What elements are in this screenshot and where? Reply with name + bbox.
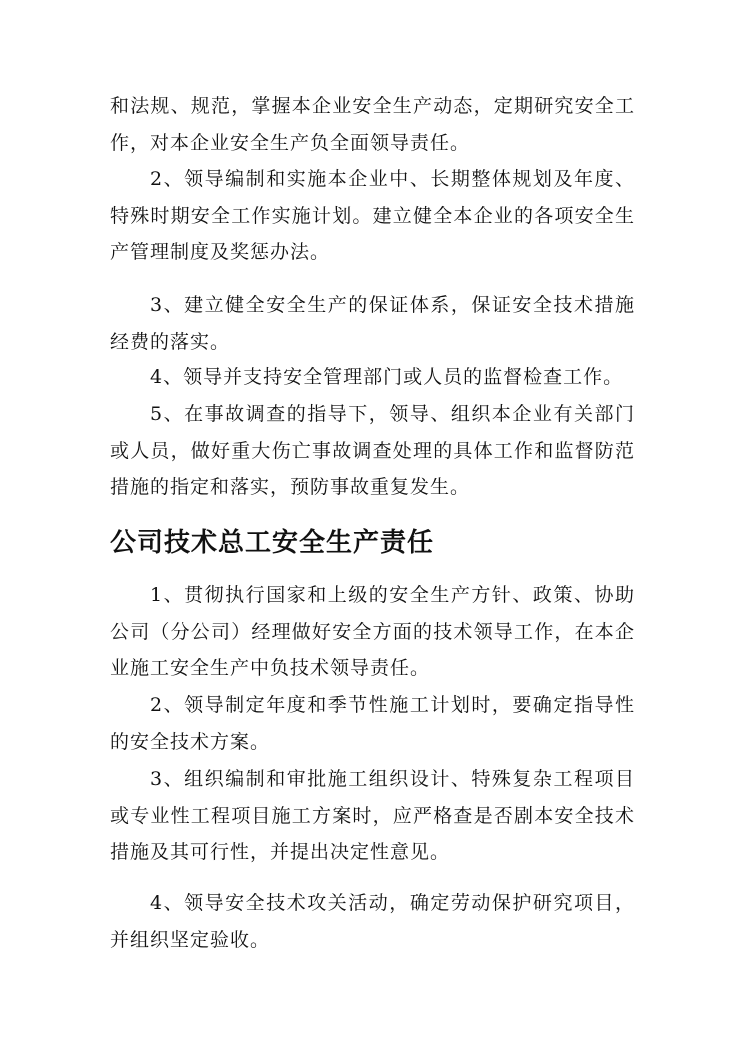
paragraph-continuation: 和法规、规范，掌握本企业安全生产动态，定期研究安全工作，对本企业安全生产负全面领导责任。 [110,95,635,154]
paragraph-tech-item-2: 2、领导制定年度和季节性施工计划时，要确定指导性的安全技术方案。 [110,694,635,753]
section-heading: 公司技术总工安全生产责任 [110,528,435,558]
paragraph-tech-item-4: 4、领导安全技术攻关活动，确定劳动保护研究项目，并组织坚定验收。 [110,892,635,951]
paragraph-tech-item-1: 1、贯彻执行国家和上级的安全生产方针、政策、协助公司（分公司）经理做好安全方面的技术领导工作，在本企业施工安全生产中负技术领导责任。 [110,584,635,679]
paragraph-item-5: 5、在事故调查的指导下，领导、组织本企业有关部门或人员，做好重大伤亡事故调查处理的具体工作和监督防范措施的指定和落实，预防事故重复发生。 [110,403,635,498]
paragraph-tech-item-3: 3、组织编制和审批施工组织设计、特殊复杂工程项目或专业性工程项目施工方案时，应严格查是否剧本安全技术措施及其可行性，并提出决定性意见。 [110,768,635,863]
paragraph-item-3: 3、建立健全安全生产的保证体系，保证安全技术措施经费的落实。 [110,294,635,353]
paragraph-item-4: 4、领导并支持安全管理部门或人员的监督检查工作。 [150,366,624,388]
paragraph-item-2: 2、领导编制和实施本企业中、长期整体规划及年度、特殊时期安全工作实施计划。建立健全本企业的各项安全生产管理制度及奖惩办法。 [110,168,635,263]
